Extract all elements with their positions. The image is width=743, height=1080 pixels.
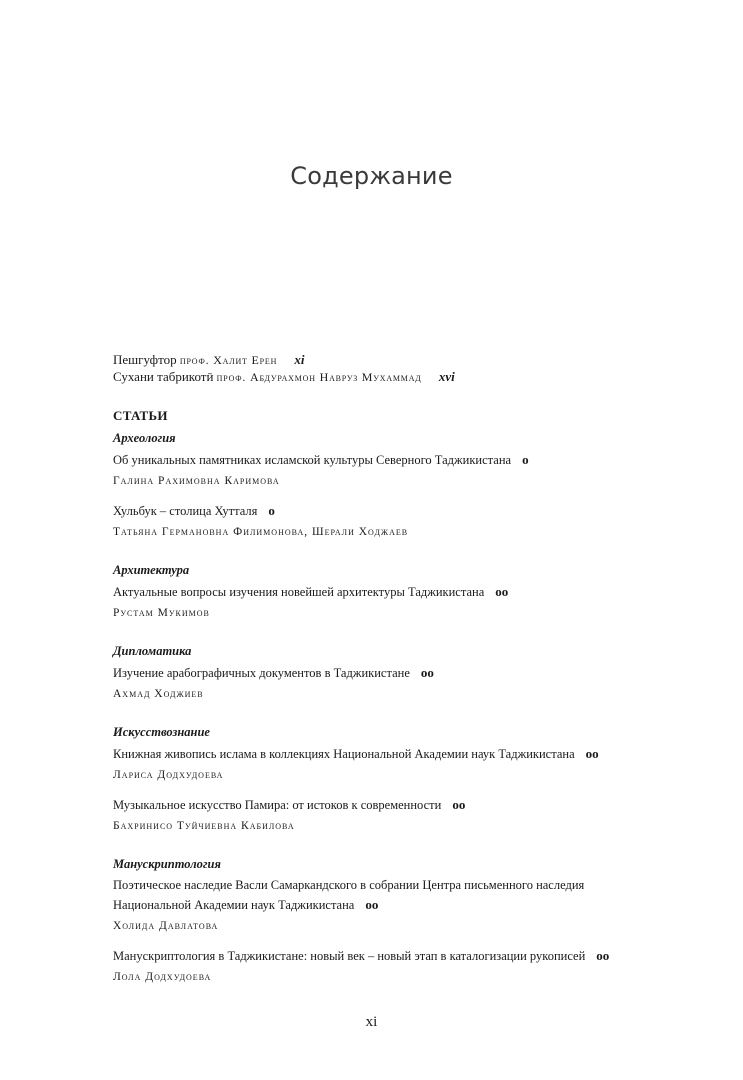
entry-title — [113, 663, 633, 683]
toc-entry[interactable] — [113, 501, 633, 540]
entry-page-number: o — [268, 503, 275, 518]
page-number: xi — [365, 1014, 378, 1030]
entry-title-text: Поэтическое наследие Васли Самаркандского в собрании Центра письменного наследия Национальной Академии наук Таджикистана — [113, 878, 585, 912]
entry-author: Лола Додхудоева — [113, 971, 212, 983]
entry-title — [113, 795, 633, 815]
page-title: Содержание — [290, 162, 453, 191]
entry-author: Холида Давлатова — [113, 920, 219, 932]
entry-page-number: oo — [495, 584, 509, 599]
toc-entry[interactable] — [113, 450, 633, 489]
entry-author: Бахринисо Туйчиевна Кабилова — [113, 820, 295, 832]
section-heading: СТАТЬИ — [113, 408, 168, 423]
entry-title-text: Хульбук – столица Хутталя — [113, 504, 258, 518]
entry-title — [113, 501, 633, 521]
entry-page-number: oo — [596, 948, 610, 963]
category-heading: Манускриптология — [113, 857, 221, 871]
entry-title — [113, 744, 633, 764]
entry-title — [113, 876, 633, 915]
entry-page-number: oo — [585, 746, 599, 761]
entry-title-text: Об уникальных памятниках исламской культуры Северного Таджикистана — [113, 453, 512, 467]
entry-title-text: Актуальные вопросы изучения новейшей архитектуры Таджикистана — [113, 585, 485, 599]
entry-page-number: oo — [365, 897, 379, 912]
entry-page-number: oo — [420, 665, 434, 680]
preface-entry — [113, 368, 455, 386]
entry-title-text: Изучение арабографичных документов в Таджикистане — [113, 666, 410, 680]
category-heading: Архитектура — [113, 563, 190, 577]
preface-label: Пешгуфтор — [113, 352, 177, 367]
preface-author: проф. Абдурахмон Навруз Мухаммад — [216, 370, 422, 384]
entry-title — [113, 946, 633, 966]
category-heading: Искусствознание — [113, 725, 210, 739]
preface-label: Сухани табрикотӣ — [113, 369, 214, 384]
toc-entry[interactable] — [113, 744, 633, 783]
toc-entry[interactable] — [113, 876, 633, 934]
entry-author: Ахмад Ходжиев — [113, 688, 204, 700]
entry-title — [113, 450, 633, 470]
category-heading: Археология — [113, 431, 176, 445]
entry-title-text: Книжная живопись ислама в коллекциях Национальной Академии наук Таджикистана — [113, 747, 575, 761]
toc-entry[interactable] — [113, 795, 633, 834]
preface-page-number: xi — [294, 352, 305, 367]
category-heading: Дипломатика — [113, 644, 192, 658]
entry-author: Рустам Мукимов — [113, 607, 210, 619]
entry-title-text: Манускриптология в Таджикистане: новый век – новый этап в каталогизации рукописей — [113, 949, 586, 963]
preface-page-number: xvi — [438, 369, 455, 384]
entry-author: Татьяна Германовна Филимонова, Шерали Ходжаев — [113, 526, 409, 538]
entry-page-number: oo — [452, 797, 466, 812]
entry-title-text: Музыкальное искусство Памира: от истоков к современности — [113, 798, 442, 812]
entry-title — [113, 582, 633, 602]
toc-entry[interactable] — [113, 663, 633, 702]
toc-entry[interactable] — [113, 582, 633, 621]
toc-entry[interactable] — [113, 946, 633, 985]
table-of-contents — [113, 430, 633, 997]
entry-page-number: o — [522, 452, 529, 467]
entry-author: Лариса Додхудоева — [113, 769, 224, 781]
preface-author: проф. Халит Ерен — [179, 353, 278, 367]
entry-author: Галина Рахимовна Каримова — [113, 475, 280, 487]
preface-entry — [113, 351, 305, 369]
